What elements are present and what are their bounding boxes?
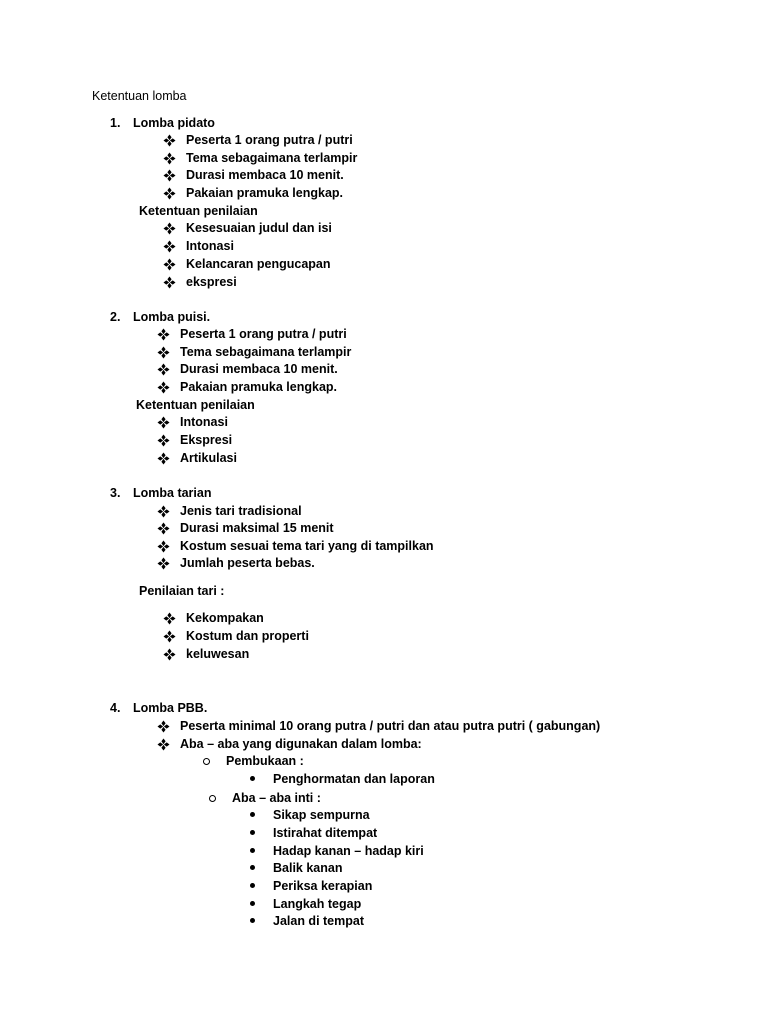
diamond-bullet-icon <box>163 222 176 235</box>
diamond-bullet-icon <box>157 328 170 341</box>
diamond-bullet-icon <box>157 416 170 429</box>
dot-bullet-icon <box>250 812 255 817</box>
diamond-bullet-icon <box>163 258 176 271</box>
circle-bullet-icon <box>203 758 210 765</box>
diamond-bullet-icon <box>157 720 170 733</box>
diamond-bullet-icon <box>163 187 176 200</box>
section1-item: Pakaian pramuka lengkap. <box>186 186 344 200</box>
diamond-bullet-icon <box>157 434 170 447</box>
section1-criteria-label: Ketentuan penilaian <box>139 204 258 218</box>
section2-item: Tema sebagaimana terlampir <box>180 345 352 359</box>
section1-item: Durasi membaca 10 menit. <box>186 168 344 182</box>
section2-criterion: Intonasi <box>180 415 228 429</box>
section3-criterion: keluwesan <box>186 647 250 661</box>
section2-criterion: Artikulasi <box>180 451 237 465</box>
section4-sub-item: Langkah tegap <box>273 897 362 911</box>
section2-criterion: Ekspresi <box>180 433 233 447</box>
section4-sub-item: Sikap sempurna <box>273 808 370 822</box>
dot-bullet-icon <box>250 776 255 781</box>
section3-item: Jenis tari tradisional <box>180 504 302 518</box>
dot-bullet-icon <box>250 918 255 923</box>
diamond-bullet-icon <box>163 276 176 289</box>
section1-criterion: Intonasi <box>186 239 234 253</box>
dot-bullet-icon <box>250 901 255 906</box>
diamond-bullet-icon <box>163 612 176 625</box>
section4-sub-item: Penghormatan dan laporan <box>273 772 435 786</box>
diamond-bullet-icon <box>157 522 170 535</box>
section2-item: Durasi membaca 10 menit. <box>180 362 338 376</box>
section2-criteria-label: Ketentuan penilaian <box>136 398 255 412</box>
dot-bullet-icon <box>250 865 255 870</box>
section2-item: Peserta 1 orang putra / putri <box>180 327 347 341</box>
document-heading: Ketentuan lomba <box>92 89 187 103</box>
diamond-bullet-icon <box>163 648 176 661</box>
section3-title: Lomba tarian <box>133 486 212 500</box>
section1-item: Tema sebagaimana terlampir <box>186 151 358 165</box>
section4-sub-item: Hadap kanan – hadap kiri <box>273 844 424 858</box>
section4-sub-item: Balik kanan <box>273 861 343 875</box>
diamond-bullet-icon <box>163 134 176 147</box>
section1-title: Lomba pidato <box>133 116 215 130</box>
section1-item: Peserta 1 orang putra / putri <box>186 133 353 147</box>
diamond-bullet-icon <box>163 630 176 643</box>
diamond-bullet-icon <box>157 738 170 751</box>
dot-bullet-icon <box>250 848 255 853</box>
section2-item: Pakaian pramuka lengkap. <box>180 380 338 394</box>
section3-item: Durasi maksimal 15 menit <box>180 521 334 535</box>
section4-title: Lomba PBB. <box>133 701 208 715</box>
diamond-bullet-icon <box>157 540 170 553</box>
section4-item: Peserta minimal 10 orang putra / putri dan atau putra putri ( gabungan) <box>180 719 601 733</box>
diamond-bullet-icon <box>157 346 170 359</box>
section1-criterion: Kesesuaian judul dan isi <box>186 221 332 235</box>
dot-bullet-icon <box>250 883 255 888</box>
section3-criterion: Kostum dan properti <box>186 629 309 643</box>
section4-sub-item: Istirahat ditempat <box>273 826 378 840</box>
section2-title: Lomba puisi. <box>133 310 211 324</box>
section1-criterion: Kelancaran pengucapan <box>186 257 331 271</box>
section4-sub-item: Jalan di tempat <box>273 914 364 928</box>
diamond-bullet-icon <box>157 381 170 394</box>
section4-sub-item: Periksa kerapian <box>273 879 373 893</box>
diamond-bullet-icon <box>157 452 170 465</box>
section3-criterion: Kekompakan <box>186 611 264 625</box>
section2-number: 2. <box>110 310 121 324</box>
diamond-bullet-icon <box>163 152 176 165</box>
section3-criteria-label: Penilaian tari : <box>139 584 225 598</box>
diamond-bullet-icon <box>163 240 176 253</box>
section3-item: Kostum sesuai tema tari yang di tampilkan <box>180 539 434 553</box>
section3-item: Jumlah peserta bebas. <box>180 556 315 570</box>
circle-bullet-icon <box>209 795 216 802</box>
section4-sub-label: Pembukaan : <box>226 754 304 768</box>
diamond-bullet-icon <box>157 505 170 518</box>
section4-sub-label: Aba – aba inti : <box>232 791 321 805</box>
diamond-bullet-icon <box>157 363 170 376</box>
diamond-bullet-icon <box>163 169 176 182</box>
section4-item: Aba – aba yang digunakan dalam lomba: <box>180 737 422 751</box>
diamond-bullet-icon <box>157 557 170 570</box>
section3-number: 3. <box>110 486 121 500</box>
section1-number: 1. <box>110 116 121 130</box>
section4-number: 4. <box>110 701 121 715</box>
section1-criterion: ekspresi <box>186 275 237 289</box>
dot-bullet-icon <box>250 830 255 835</box>
